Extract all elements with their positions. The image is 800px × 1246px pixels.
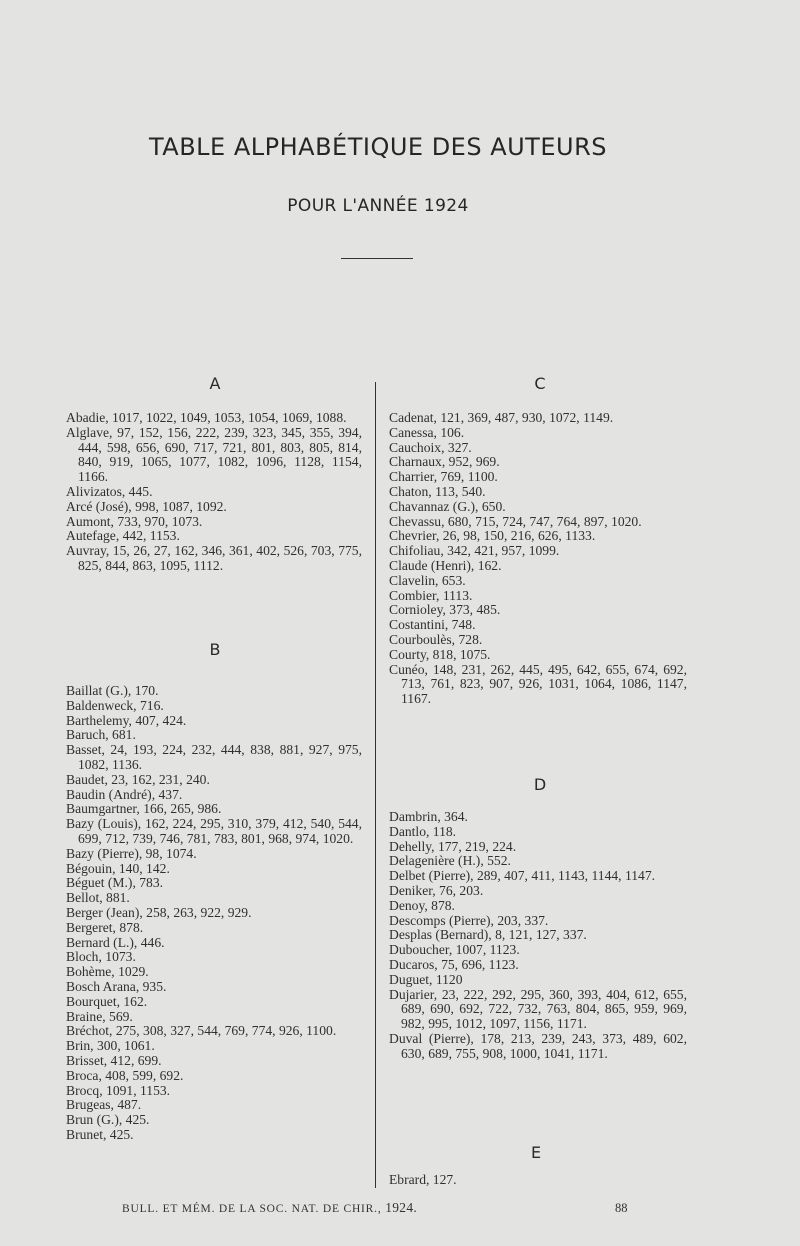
index-entry: Chifoliau, 342, 421, 957, 1099.	[389, 543, 560, 559]
index-entry: Baumgartner, 166, 265, 986.	[66, 801, 222, 817]
index-entry: Baruch, 681.	[66, 727, 136, 743]
index-entry: Broca, 408, 599, 692.	[66, 1067, 184, 1083]
index-entry: Dambrin, 364.	[389, 809, 468, 824]
journal-year: 1924.	[385, 1200, 418, 1215]
index-entry: Bergeret, 878.	[66, 919, 144, 935]
page-title: TABLE ALPHABÉTIQUE DES AUTEURS	[149, 133, 607, 161]
index-entry: Clavelin, 653.	[389, 572, 466, 588]
index-entry: Courty, 818, 1075.	[389, 646, 491, 662]
index-entry: Berger (Jean), 258, 263, 922, 929.	[66, 904, 252, 920]
index-entry: Duguet, 1120	[389, 971, 463, 987]
index-entry: Cornioley, 373, 485.	[389, 602, 501, 618]
page-subtitle: POUR L'ANNÉE 1924	[287, 196, 469, 216]
index-entry: Abadie, 1017, 1022, 1049, 1053, 1054, 1069, 1088.	[66, 410, 347, 425]
index-entry: Cauchoix, 327.	[389, 439, 472, 455]
index-entry: Dantlo, 118.	[389, 823, 457, 839]
index-entry: Alglave, 97, 152, 156, 222, 239, 323, 345, 355, 394, 444, 598, 656, 690, 717, 721, 801, 803, 805, 814, 840, 919, 1065, 1077, 1082, 1096, 1128, 1154, 1166.	[66, 424, 362, 485]
index-entry: Denoy, 878.	[389, 897, 455, 913]
index-entry: Chevassu, 680, 715, 724, 747, 764, 897, 1020.	[389, 513, 642, 529]
index-entry: Basset, 24, 193, 224, 232, 444, 838, 881, 927, 975, 1082, 1136.	[66, 742, 362, 772]
index-entry: Bazy (Louis), 162, 224, 295, 310, 379, 412, 540, 544, 699, 712, 739, 746, 781, 783, 801, 968, 974, 1020.	[66, 816, 362, 846]
index-entry: Auvray, 15, 26, 27, 162, 346, 361, 402, 526, 703, 775, 825, 844, 863, 1095, 1112.	[66, 543, 362, 573]
index-entry: Baillat (G.), 170.	[66, 683, 159, 698]
index-entry: Cunéo, 148, 231, 262, 445, 495, 642, 655, 674, 692, 713, 761, 823, 907, 926, 1031, 1064, 1086, 1147, 1167.	[389, 661, 687, 707]
index-entry: Bourquet, 162.	[66, 993, 148, 1009]
index-entry: Cadenat, 121, 369, 487, 930, 1072, 1149.	[389, 410, 614, 425]
index-entry: Duboucher, 1007, 1123.	[389, 942, 520, 958]
index-entry: Delagenière (H.), 552.	[389, 853, 511, 869]
index-entry: Desplas (Bernard), 8, 121, 127, 337.	[389, 927, 587, 943]
section-letter-c: C	[534, 374, 546, 393]
section-letter-b: B	[209, 640, 221, 659]
index-entry: Chavannaz (G.), 650.	[389, 498, 506, 514]
index-entry: Dehelly, 177, 219, 224.	[389, 838, 517, 854]
index-entry: Autefage, 442, 1153.	[66, 528, 180, 544]
index-entry: Charrier, 769, 1100.	[389, 469, 498, 485]
index-entry: Combier, 1113.	[389, 587, 473, 603]
index-entry: Brugeas, 487.	[66, 1097, 142, 1113]
index-entry: Aumont, 733, 970, 1073.	[66, 513, 203, 529]
index-entry: Bégouin, 140, 142.	[66, 860, 170, 876]
index-entry: Charnaux, 952, 969.	[389, 454, 500, 470]
index-entry: Brun (G.), 425.	[66, 1112, 150, 1128]
index-entry: Brisset, 412, 699.	[66, 1052, 162, 1068]
title-rule	[341, 258, 413, 259]
index-entry: Descomps (Pierre), 203, 337.	[389, 912, 549, 928]
section-a-list	[66, 411, 362, 574]
section-letter-d: D	[533, 775, 547, 794]
section-letter-e: E	[530, 1143, 542, 1162]
index-entry: Bloch, 1073.	[66, 949, 136, 965]
index-entry: Braine, 569.	[66, 1008, 133, 1024]
index-entry: Courboulès, 728.	[389, 631, 483, 647]
index-entry: Delbet (Pierre), 289, 407, 411, 1143, 1144, 1147.	[389, 868, 656, 884]
column-divider	[375, 382, 376, 1188]
index-entry: Barthelemy, 407, 424.	[66, 712, 187, 728]
index-entry: Brunet, 425.	[66, 1126, 134, 1142]
index-entry: Baldenweck, 716.	[66, 697, 164, 713]
index-entry: Brin, 300, 1061.	[66, 1038, 155, 1054]
index-entry: Duval (Pierre), 178, 213, 239, 243, 373, 489, 602, 630, 689, 755, 908, 1000, 1041, 1171.	[389, 1030, 687, 1061]
index-entry: Ebrard, 127.	[389, 1172, 457, 1187]
index-entry: Baudet, 23, 162, 231, 240.	[66, 771, 210, 787]
index-entry: Costantini, 748.	[389, 617, 476, 633]
index-entry: Deniker, 76, 203.	[389, 882, 484, 898]
journal-name: BULL. ET MÉM. DE LA SOC. NAT. DE CHIR.,	[122, 1203, 382, 1215]
index-entry: Bréchot, 275, 308, 327, 544, 769, 774, 926, 1100.	[66, 1023, 337, 1039]
index-entry: Brocq, 1091, 1153.	[66, 1082, 171, 1098]
index-entry: Ducaros, 75, 696, 1123.	[389, 956, 519, 972]
index-entry: Alivizatos, 445.	[66, 483, 153, 499]
index-entry: Arcé (José), 998, 1087, 1092.	[66, 498, 227, 514]
index-entry: Bazy (Pierre), 98, 1074.	[66, 845, 197, 861]
index-entry: Bellot, 881.	[66, 890, 130, 906]
index-entry: Bosch Arana, 935.	[66, 978, 167, 994]
index-entry: Baudin (André), 437.	[66, 786, 183, 802]
index-entry: Chaton, 113, 540.	[389, 483, 486, 499]
page-number: 88	[615, 1201, 628, 1215]
section-b-list	[66, 684, 362, 1143]
section-letter-a: A	[209, 374, 221, 393]
index-entry: Canessa, 106.	[389, 424, 465, 440]
index-entry: Chevrier, 26, 98, 150, 216, 626, 1133.	[389, 528, 596, 544]
journal-footer	[122, 1200, 417, 1216]
section-d-list	[389, 810, 687, 1062]
section-c-list	[389, 411, 687, 707]
index-entry: Bohème, 1029.	[66, 964, 149, 980]
section-e-list	[389, 1173, 687, 1188]
index-entry: Claude (Henri), 162.	[389, 557, 502, 573]
index-entry: Béguet (M.), 783.	[66, 875, 164, 891]
index-entry: Dujarier, 23, 222, 292, 295, 360, 393, 404, 612, 655, 689, 690, 692, 722, 732, 763, 804, 865, 959, 969, 982, 995, 1012, 1097, 1156, 1171.	[389, 986, 687, 1032]
index-entry: Bernard (L.), 446.	[66, 934, 165, 950]
